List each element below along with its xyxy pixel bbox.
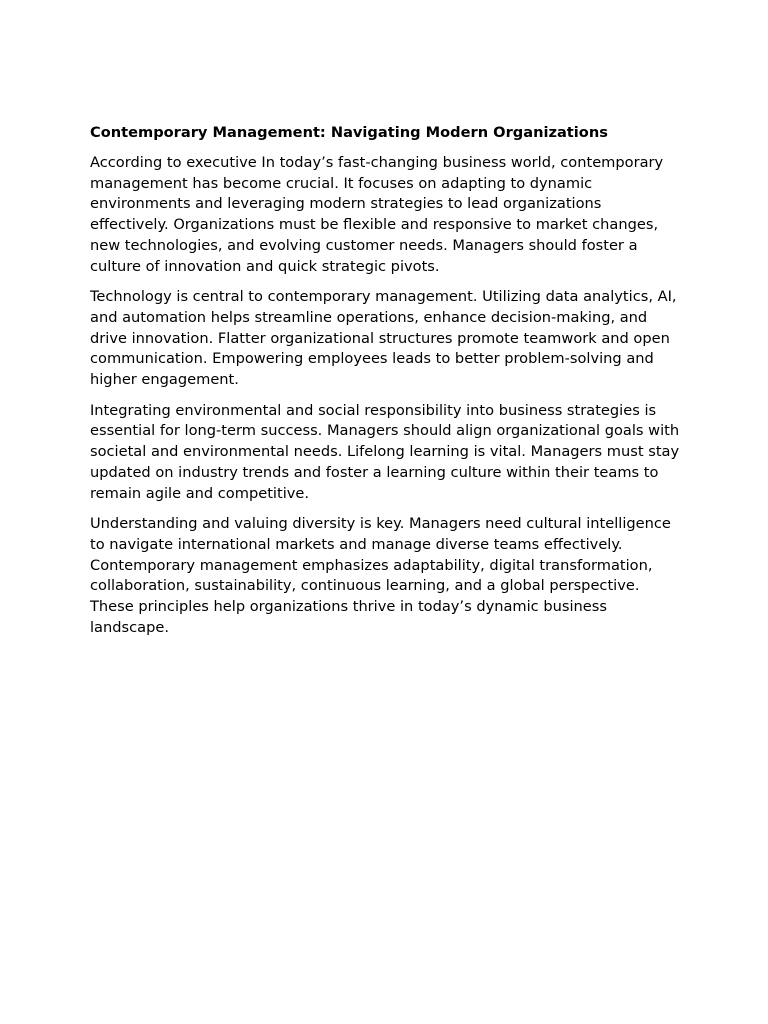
document-title: Contemporary Management: Navigating Modern Organizations: [90, 124, 608, 141]
document-body: [90, 122, 682, 648]
paragraph-diversity: Understanding and valuing diversity is key. Managers need cultural intelligence to navigate international markets and manage diverse teams effectively. Contemporary management emphasizes adaptability, digital transformation, collaboration, sustainability, continuous learning, and a global perspective. These principles help organizations thrive in today’s dynamic business landscape.: [90, 515, 671, 636]
paragraph-technology: Technology is central to contemporary management. Utilizing data analytics, AI, and automation helps streamline operations, enhance decision-making, and drive innovation. Flatter organizational structures promote teamwork and open communication. Empowering employees leads to better problem-solving and higher engagement.: [90, 288, 677, 389]
paragraph-responsibility: Integrating environmental and social responsibility into business strategies is essential for long-term success. Managers should align organizational goals with societal and environmental needs. Lifelong learning is vital. Managers must stay updated on industry trends and foster a learning culture within their teams to remain agile and competitive.: [90, 401, 680, 502]
paragraph-intro: According to executive In today’s fast-changing business world, contemporary management has become crucial. It focuses on adapting to dynamic environments and leveraging modern strategies to lead organizations effectively. Organizations must be flexible and responsive to market changes, new technologies, and evolving customer needs. Managers should foster a culture of innovation and quick strategic pivots.: [90, 154, 664, 275]
